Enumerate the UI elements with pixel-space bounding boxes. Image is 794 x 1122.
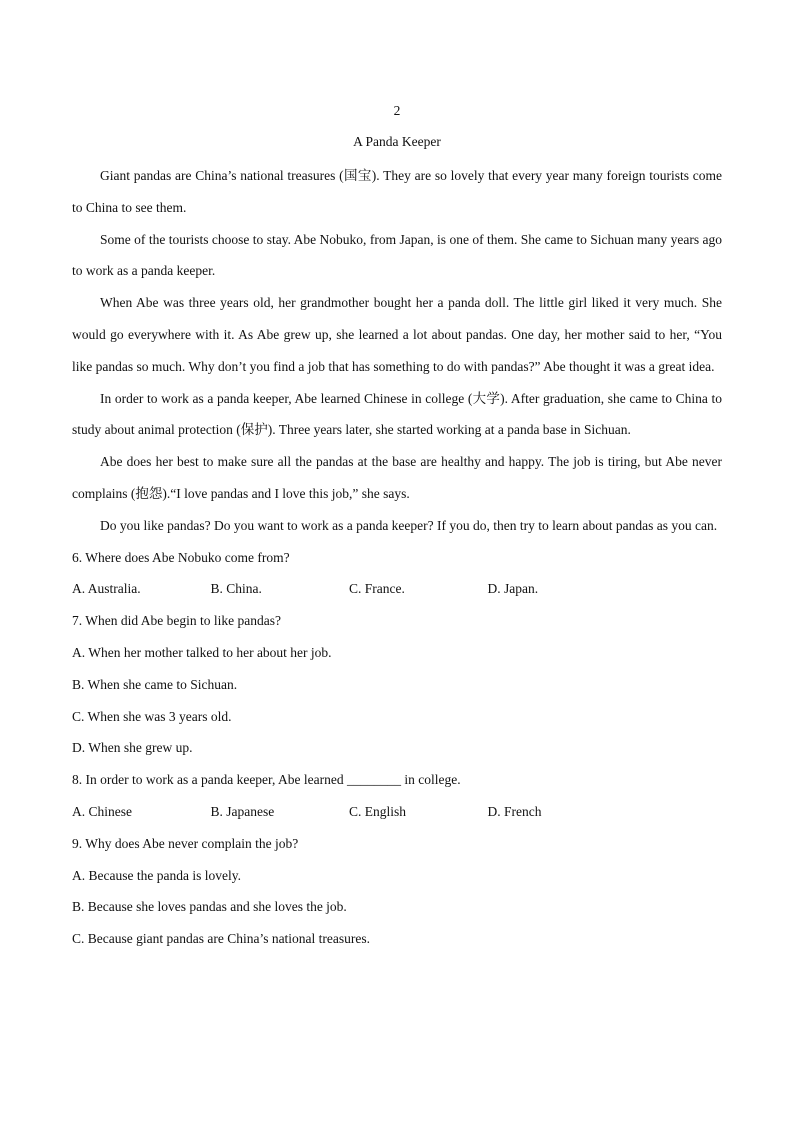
question-6 [72, 542, 722, 606]
question-8-option-d: D. French [487, 803, 542, 819]
question-8-option-c: C. English [349, 803, 407, 819]
question-6-option-d: D. Japan. [487, 581, 539, 597]
question-6-option-b: B. China. [210, 581, 262, 597]
passage-paragraph-3: When Abe was three years old, her grandmother bought her a panda doll. The little girl liked it very much. She would go everywhere with it. As Abe grew up, she learned a lot about pandas. One day, her mother said to her, “You like pandas so much. Why don’t you find a job that has something to do with pandas?” Abe thought it was a great idea. [72, 295, 722, 374]
question-8-text: 8. In order to work as a panda keeper, Abe learned ________ in college. [72, 772, 461, 788]
question-9 [72, 828, 722, 955]
question-7-option-a: A. When her mother talked to her about her job. [72, 644, 332, 660]
question-9-option-c: C. Because giant pandas are China’s national treasures. [72, 931, 371, 947]
question-9-text: 9. Why does Abe never complain the job? [72, 835, 299, 851]
passage-paragraph-1: Giant pandas are China’s national treasures (国宝). They are so lovely that every year many foreign tourists come to China to see them. [72, 168, 722, 215]
question-6-options [72, 573, 722, 605]
question-6-text: 6. Where does Abe Nobuko come from? [72, 549, 290, 565]
question-8-options [72, 796, 722, 828]
question-8 [72, 764, 722, 828]
passage-paragraph-2: Some of the tourists choose to stay. Abe Nobuko, from Japan, is one of them. She came to Sichuan many years ago to work as a panda keeper. [72, 231, 722, 279]
question-8-option-b: B. Japanese [210, 803, 275, 819]
passage-paragraph-5: Abe does her best to make sure all the pandas at the base are healthy and happy. The job is tiring, but Abe never complains (抱怨).“I love pandas and I love this job,” she says. [72, 454, 722, 501]
question-7-text: 7. When did Abe begin to like pandas? [72, 613, 281, 629]
question-9-option-b: B. Because she loves pandas and she loves the job. [72, 899, 347, 915]
passage-title: A Panda Keeper [353, 134, 441, 149]
question-6-option-a: A. Australia. [72, 581, 141, 597]
question-7-option-c: C. When she was 3 years old. [72, 708, 232, 724]
question-9-option-a: A. Because the panda is lovely. [72, 867, 241, 883]
question-7-option-b: B. When she came to Sichuan. [72, 676, 238, 692]
question-8-option-a: A. Chinese [72, 803, 132, 819]
question-7 [72, 605, 722, 764]
section-number: 2 [393, 103, 401, 118]
passage-paragraph-6: Do you like pandas? Do you want to work as a panda keeper? If you do, then try to learn about pandas as you can. [100, 517, 718, 533]
passage-paragraph-4: In order to work as a panda keeper, Abe learned Chinese in college (大学). After graduation, she came to China to study about animal protection (保护). Three years later, she started working at a panda base in Sichuan. [72, 390, 722, 438]
question-6-option-c: C. France. [349, 581, 405, 597]
question-7-option-d: D. When she grew up. [72, 740, 193, 756]
